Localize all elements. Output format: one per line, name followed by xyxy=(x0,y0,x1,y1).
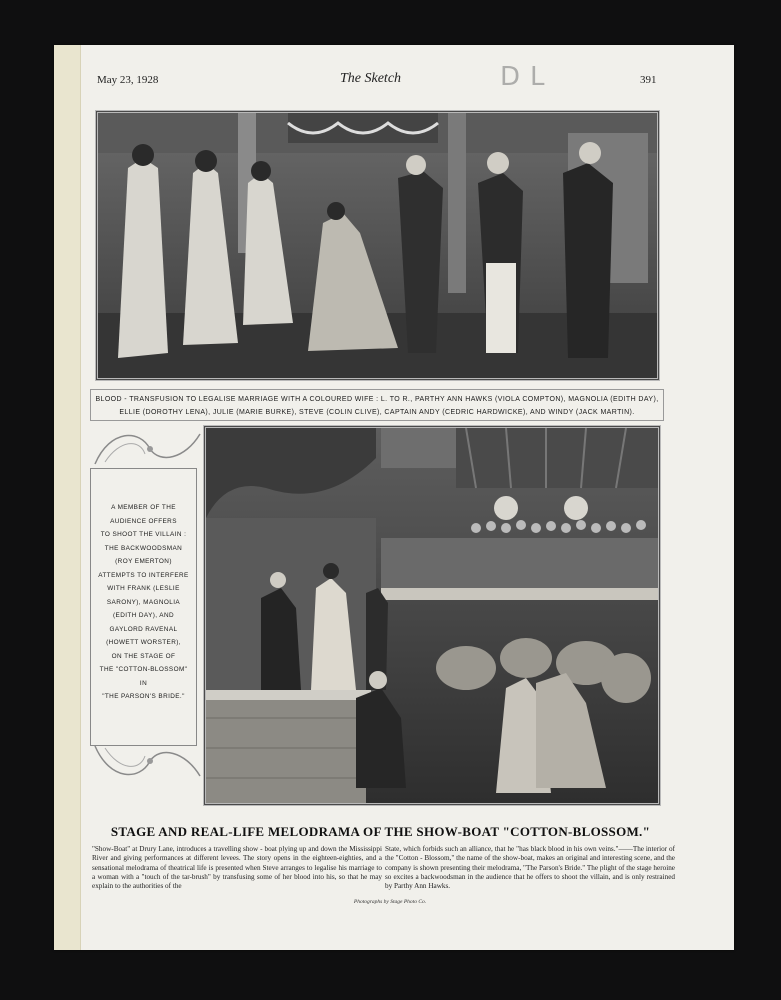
side-caption-line: A MEMBER OF THE xyxy=(111,504,176,511)
photo-credit: Photographs by Stage Photo Co. xyxy=(353,899,427,905)
side-caption-line: (ROY EMERTON) xyxy=(115,558,172,565)
side-caption-line: IN xyxy=(139,679,148,687)
top-photo-caption: BLOOD - TRANSFUSION TO LEGALISE MARRIAGE WITH A COLOURED WIFE : L. TO R., PARTHY ANN HAWKS (VIOLA COMPTON), MAGNOLIA (EDITH DAY), ELLIE (DOROTHY LENA), JULIE (MARIE BURKE), STEVE (COLIN CLIVE), CAPTAIN ANDY (CEDRIC HARDWICKE), AND WINDY (JACK MARTIN). xyxy=(90,389,664,421)
side-caption-line: (HOWETT WORSTER), xyxy=(106,639,181,646)
bottom-photograph xyxy=(203,425,661,806)
issue-date: May 23, 1928 xyxy=(97,74,159,86)
handwritten-mark: DL xyxy=(500,62,555,92)
page-number: 391 xyxy=(640,74,657,86)
side-caption-line: ON THE STAGE OF xyxy=(111,652,176,660)
ornament-bottom xyxy=(90,742,203,786)
side-caption-line: THE "COTTON-BLOSSOM" xyxy=(99,666,188,673)
top-photograph xyxy=(95,110,660,381)
body-text-column-1: "Show-Boat" at Drury Lane, introduces a travelling show - boat plying up and down the Mississippi River and giving performances at different levees. The story opens in the eighteen-eighties, and a sensational melodrama of theatrical life is presented when Steve arranges to legalise his marriage to a woman with a "touch of the tar-brush" by transfusing some of her blood into his, so that he may explain to the authorities of the xyxy=(92,845,382,891)
ornament-top xyxy=(90,424,203,468)
side-caption-line: GAYLORD RAVENAL xyxy=(109,625,178,633)
binding-tape xyxy=(54,45,81,950)
side-caption-line: "THE PARSON'S BRIDE." xyxy=(102,693,185,700)
headline: STAGE AND REAL-LIFE MELODRAMA OF THE SHOW-BOAT "COTTON-BLOSSOM." xyxy=(110,824,651,839)
side-caption-line: AUDIENCE OFFERS xyxy=(110,517,177,525)
masthead: The Sketch xyxy=(340,71,402,86)
body-text-column-2: State, which forbids such an alliance, that he "has black blood in his own veins."——The interior of the "Cotton - Blossom," the name of the show-boat, makes an original and interesting scene, and the company is shown presenting their melodrama, "The Parson's Bride." The plight of the stage heroine so excites a backwoodsman in the audience that he offers to shoot the villain, and is only restrained by Parthy Ann Hawks. xyxy=(385,845,675,891)
side-caption-line: TO SHOOT THE VILLAIN : xyxy=(100,531,187,538)
side-caption xyxy=(90,468,197,746)
side-caption-line: (EDITH DAY), AND xyxy=(113,612,174,619)
side-caption-line: ATTEMPTS TO INTERFERE xyxy=(98,571,189,579)
side-caption-line: WITH FRANK (LESLIE xyxy=(107,585,180,592)
showboat-interior-image xyxy=(206,428,658,803)
stage-scene-image xyxy=(98,113,657,378)
side-caption-line: THE BACKWOODSMAN xyxy=(104,544,183,552)
side-caption-line: SARONY), MAGNOLIA xyxy=(106,598,181,606)
